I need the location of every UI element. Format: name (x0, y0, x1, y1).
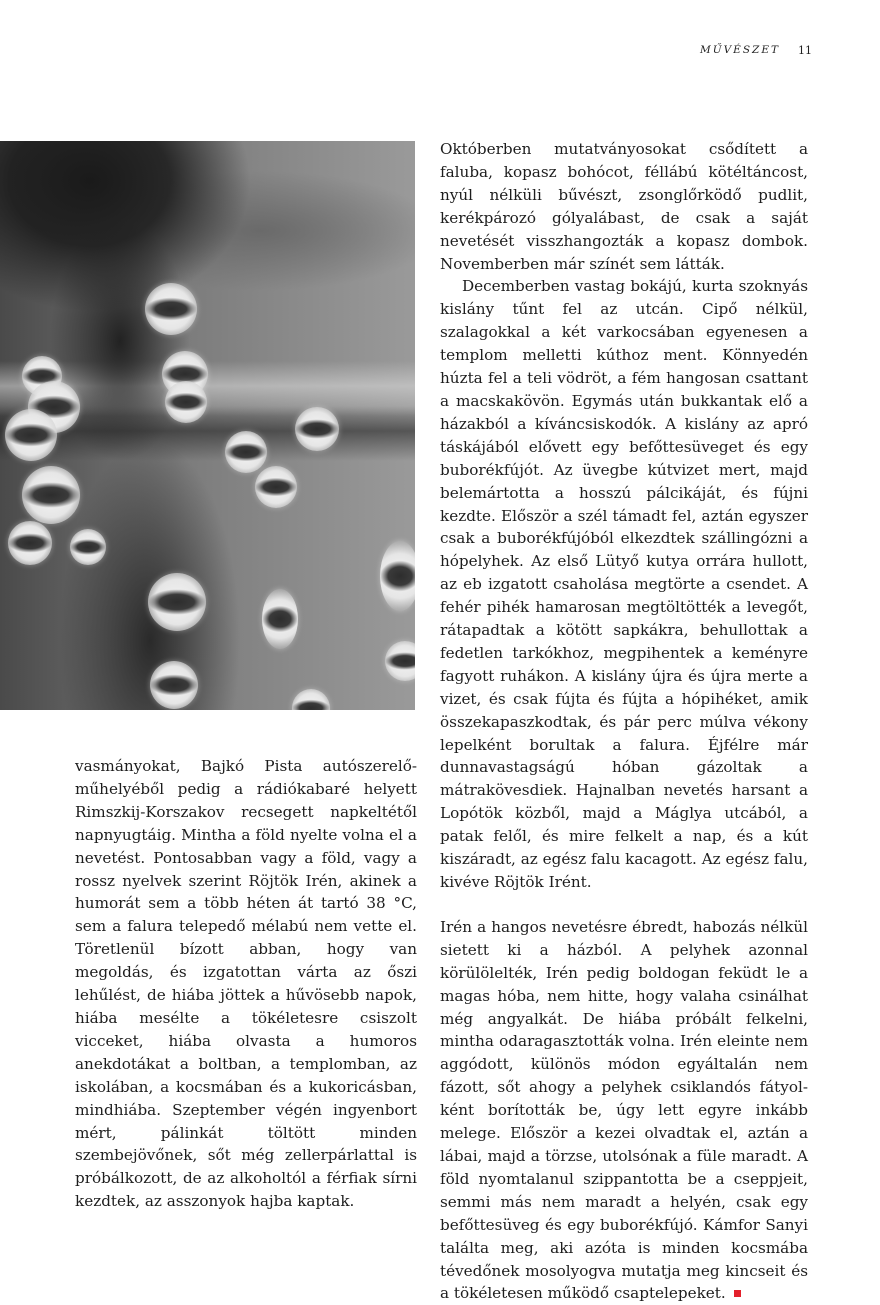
paragraph: Októberben mutatványosokat csődített a faluba, kopasz bohócot, féllábú kötéltáncost, nyúl nélküli bűvészt, zsonglőrködő pudlit, kerékpározó gólyalábast, de csak a saját nevetését visszhangozták a kopasz dombok. Novemberben már színét sem látták. (440, 140, 808, 273)
paragraph: Decemberben vastag bokájú, kurta szoknyás kislány tűnt fel az utcán. Cipő nélkül, szalagokkal a két varkocsában egyenesen a templom melletti kúthoz ment. Könnyedén húzta fel a teli vödröt, a fém hangosan csattant a macskakövön. Egymás után bukkantak elő a házakból a kíváncsiskodók. A kislány az apró táskájából elővett egy befőttesüveget és egy buborékfújót. Az üvegbe kútvizet mert, majd belemártotta a hosszú pálcikáját, és fújni kezdte. Először a szél támadt fel, aztán egyszer csak a buborékfújóból elkezdtek szállingózni a hópelyhek. Az első Lütyő kutya orrára hullott, az eb izgatott csaholása megtörte a csendet. A fehér pihék hamarosan megtöltötték a levegőt, rátapadtak a kötött sapkákra, behullottak a fedetlen tarkókhoz, megpihentek a keményre fagyott ruhákon. A kislány újra és újra merte a vizet, és csak fújta és fújta a hópihéket, amik összekapaszkodtak, és pár perc múlva vékony lepelként borultak a falura. Éjfélre már dunnavastagságú hóban gázoltak a mátrakövesdiek. Hajnalban nevetés harsant a Lopótök közből, majd a Máglya utcából, a patak felől, és mire felkelt a nap, és a kút kiszáradt, az egész falu kacagott. Az egész falu, kivéve Röjtök Irént. (440, 277, 808, 891)
bubble-icon (380, 541, 415, 611)
page-number: 11 (798, 44, 812, 57)
right-column (440, 138, 808, 1305)
bubble-icon (262, 589, 298, 649)
bubble-icon (165, 381, 207, 423)
bubble-icon (150, 661, 198, 709)
bubble-icon (145, 283, 197, 335)
bubble-icon (385, 641, 415, 681)
paragraph-text: Irén a hangos nevetésre ébredt, habozás nélkül sietett ki a házból. A pelyhek azonnal körülölelték, Irén pedig boldogan feküdt le a magas hóba, nem hitte, hogy valaha csinálhat még angyalkát. De hiába próbált felkelni, mintha odaragasztották volna. Irén eleinte nem aggódott, különös módon egyáltalán nem fázott, sőt ahogy a pelyhek csiklandós fátyolként borították be, úgy lett egyre inkább melege. Először a kezei olvadtak el, aztán a lábai, majd a törzse, utolsónak a füle maradt. A föld nyomtalanul szippantotta be a cseppjeit, semmi más nem maradt a helyén, csak egy befőttesüveg és egy buborékfújó. Kámfor Sanyi találta meg, aki azóta is minden kocsmába tévedőnek mosolyogva mutatja meg kincseit és a tökéletesen működő csaptelepeket. (440, 917, 808, 1303)
bubbles-photo (0, 141, 415, 710)
paragraph-final (440, 916, 808, 1305)
bubble-icon (22, 466, 80, 524)
bubble-icon (225, 431, 267, 473)
bubble-icon (292, 689, 330, 710)
left-column (75, 755, 417, 1213)
bubble-icon (255, 466, 297, 508)
bubble-icon (295, 407, 339, 451)
bubble-icon (148, 573, 206, 631)
bubble-icon (70, 529, 106, 565)
paragraph: vasmányokat, Bajkó Pista autószerelő-műhelyéből pedig a rádiókabaré helyett Rimszkij-Korszakov recsegett napkeltétől napnyugtáig. Mintha a föld nyelte volna el a nevetést. Pontosabban vagy a föld, vagy a rossz nyelvek szerint Röjtök Irén, akinek a humorát sem a több héten át tartó 38 °C, sem a falura telepedő mélabú nem vette el. Töretlenül bízott abban, hogy van megoldás, és izgatottan várta az őszi lehűlést, de hiába jöttek a hűvösebb napok, hiába mesélte a tökéletesre csiszolt vicceket, hiába olvasta a humoros anekdotákat a boltban, a templomban, az iskolában, a kocsmában és a kukoricásban, mindhiába. Szeptember végén ingyenbort mért, pálinkát töltött minden szembejövőnek, sőt még zellerpárlattal is próbálkozott, de az alkoholtól a férfiak sírni kezdtek, az asszonyok hajba kaptak. (75, 757, 417, 1211)
running-head-section: MŰVÉSZET (699, 44, 780, 56)
bubble-icon (5, 409, 57, 461)
end-of-article-square-icon (734, 1290, 741, 1297)
bubble-icon (8, 521, 52, 565)
